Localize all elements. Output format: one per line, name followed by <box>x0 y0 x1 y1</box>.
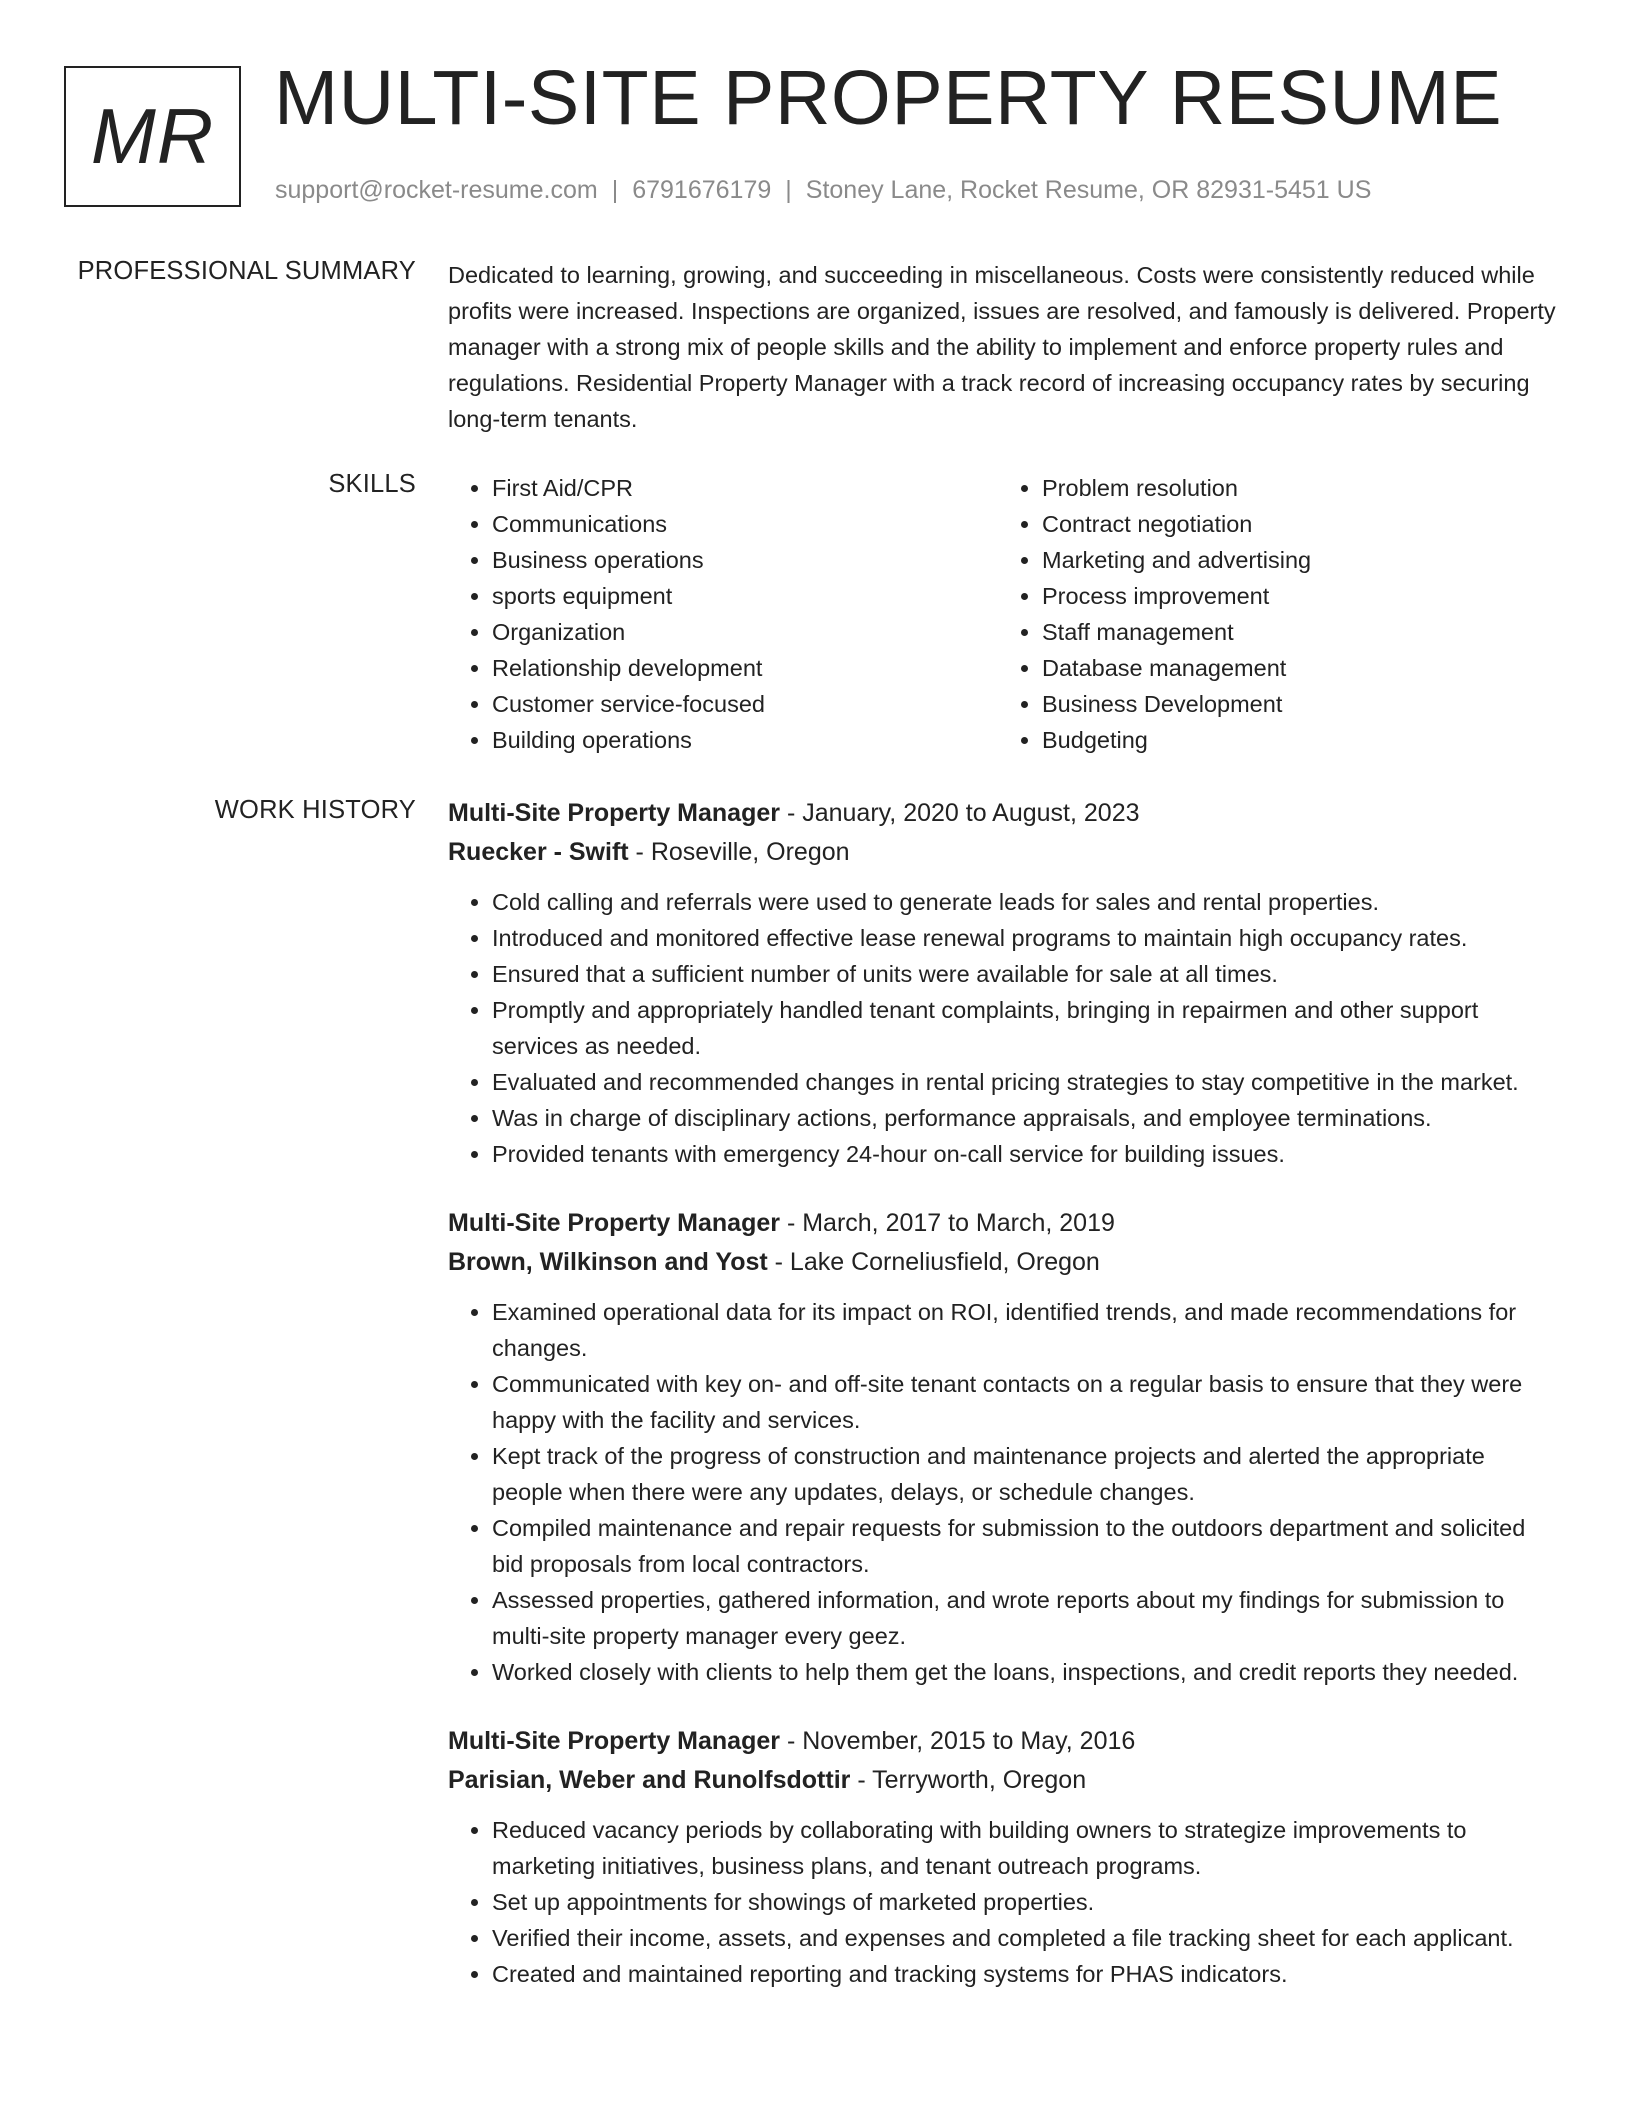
job-bullet: • Kept track of the progress of construction and maintenance projects and alerted the appropriate people when there were any updates, delays, or schedule changes. <box>492 1438 1558 1510</box>
skill-item: • Building operations <box>492 722 998 758</box>
job-company-line <box>448 1761 1558 1800</box>
job-dates: - March, 2017 to March, 2019 <box>780 1209 1115 1237</box>
skills-section <box>448 470 1558 758</box>
job-title-line <box>448 1204 1558 1243</box>
job-bullet: • Promptly and appropriately handled tenant complaints, bringing in repairmen and other support services as needed. <box>492 992 1558 1064</box>
job-dates: - January, 2020 to August, 2023 <box>780 799 1140 827</box>
skill-item: • First Aid/CPR <box>492 470 998 506</box>
monogram-initials: MR <box>90 92 215 180</box>
skill-item: • Business Development <box>1042 686 1548 722</box>
job-entry <box>448 1204 1558 1690</box>
skill-item: • Database management <box>1042 650 1548 686</box>
contact-phone[interactable]: 6791676179 <box>632 176 772 204</box>
skill-item: • Staff management <box>1042 614 1548 650</box>
skills-list-right <box>998 470 1548 758</box>
job-bullet: • Evaluated and recommended changes in rental pricing strategies to stay competitive in the market. <box>492 1064 1558 1100</box>
job-bullet: • Provided tenants with emergency 24-hour on-call service for building issues. <box>492 1136 1558 1172</box>
job-bullet: • Ensured that a sufficient number of units were available for sale at all times. <box>492 956 1558 992</box>
resume-title: MULTI-SITE PROPERTY RESUME <box>274 55 1503 141</box>
job-bullet: • Reduced vacancy periods by collaborating with building owners to strategize improvements to marketing initiatives, business plans, and tenant outreach programs. <box>492 1812 1558 1884</box>
job-entry <box>448 1722 1558 1992</box>
job-dates: - November, 2015 to May, 2016 <box>780 1727 1136 1755</box>
job-entry <box>448 794 1558 1172</box>
section-label-summary: PROFESSIONAL SUMMARY <box>77 257 416 285</box>
contact-separator: | <box>785 176 792 204</box>
skill-item: • Organization <box>492 614 998 650</box>
job-title: Multi-Site Property Manager <box>448 1209 780 1237</box>
job-bullet: • Set up appointments for showings of marketed properties. <box>492 1884 1558 1920</box>
job-title: Multi-Site Property Manager <box>448 1727 780 1755</box>
skill-item: • Contract negotiation <box>1042 506 1548 542</box>
skill-item: • sports equipment <box>492 578 998 614</box>
skill-item: • Problem resolution <box>1042 470 1548 506</box>
job-company: Brown, Wilkinson and Yost <box>448 1248 768 1276</box>
skill-item: • Relationship development <box>492 650 998 686</box>
job-company-line <box>448 1243 1558 1282</box>
section-label-skills: SKILLS <box>328 470 416 498</box>
skill-item: • Process improvement <box>1042 578 1548 614</box>
summary-text: Dedicated to learning, growing, and succeeding in miscellaneous. Costs were consistently reduced while profits were increased. Inspections are organized, issues are resolved, and famously is delivered. Property manager with a strong mix of people skills and the ability to implement and enforce property rules and regulations. Residential Property Manager with a track record of increasing occupancy rates by securing long-term tenants. <box>448 262 1556 432</box>
job-bullet: • Assessed properties, gathered information, and wrote reports about my findings for submission to multi-site property manager every geez. <box>492 1582 1558 1654</box>
job-bullet-list <box>448 1294 1558 1690</box>
contact-line <box>275 176 1371 205</box>
contact-email[interactable]: support@rocket-resume.com <box>275 176 598 204</box>
job-bullet: • Created and maintained reporting and tracking systems for PHAS indicators. <box>492 1956 1558 1992</box>
job-title-line <box>448 794 1558 833</box>
job-bullet: • Worked closely with clients to help them get the loans, inspections, and credit reports they needed. <box>492 1654 1558 1690</box>
contact-address: Stoney Lane, Rocket Resume, OR 82931-5451 US <box>805 176 1372 204</box>
skill-item: • Business operations <box>492 542 998 578</box>
job-bullet: • Examined operational data for its impact on ROI, identified trends, and made recommendations for changes. <box>492 1294 1558 1366</box>
monogram-box <box>64 66 241 207</box>
job-location: - Roseville, Oregon <box>628 838 850 866</box>
work-history-section <box>448 794 1558 2024</box>
job-bullet: • Compiled maintenance and repair requests for submission to the outdoors department and solicited bid proposals from local contractors. <box>492 1510 1558 1582</box>
summary-section <box>448 257 1558 437</box>
job-title-line <box>448 1722 1558 1761</box>
job-company: Ruecker - Swift <box>448 838 629 866</box>
job-company: Parisian, Weber and Runolfsdottir <box>448 1766 851 1794</box>
skill-item: • Marketing and advertising <box>1042 542 1548 578</box>
job-company-line <box>448 833 1558 872</box>
job-bullet: • Communicated with key on- and off-site tenant contacts on a regular basis to ensure that they were happy with the facility and services. <box>492 1366 1558 1438</box>
section-label-work-history: WORK HISTORY <box>214 796 416 824</box>
job-title: Multi-Site Property Manager <box>448 799 780 827</box>
skill-item: • Communications <box>492 506 998 542</box>
job-bullet-list <box>448 1812 1558 1992</box>
skill-item: • Budgeting <box>1042 722 1548 758</box>
job-bullet: • Verified their income, assets, and expenses and completed a file tracking sheet for each applicant. <box>492 1920 1558 1956</box>
skills-columns <box>448 470 1558 758</box>
job-location: - Terryworth, Oregon <box>850 1766 1087 1794</box>
job-bullet: • Introduced and monitored effective lease renewal programs to maintain high occupancy rates. <box>492 920 1558 956</box>
contact-separator: | <box>611 176 619 204</box>
job-bullet-list <box>448 884 1558 1172</box>
skill-item: • Customer service-focused <box>492 686 998 722</box>
job-bullet: • Was in charge of disciplinary actions, performance appraisals, and employee terminations. <box>492 1100 1558 1136</box>
skills-list-left <box>448 470 998 758</box>
job-location: - Lake Corneliusfield, Oregon <box>767 1248 1100 1276</box>
job-bullet: • Cold calling and referrals were used to generate leads for sales and rental properties. <box>492 884 1558 920</box>
